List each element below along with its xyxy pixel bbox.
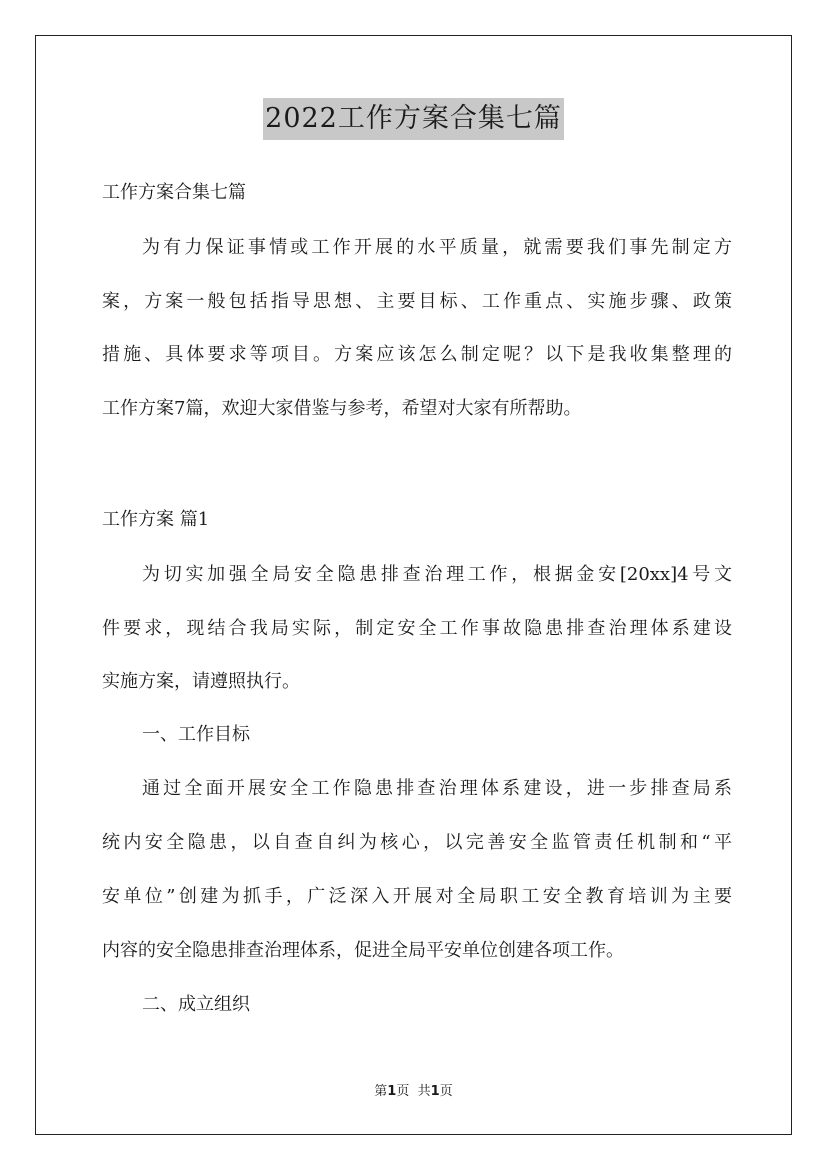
intro-line-4: 工作方案7篇，欢迎大家借鉴与参考，希望对大家有所帮助。 bbox=[102, 398, 582, 419]
heading-work-goals: 一、工作目标 bbox=[142, 724, 250, 745]
footer-total-prefix: 共 bbox=[417, 1084, 431, 1099]
page-footer bbox=[0, 1083, 827, 1101]
footer-total-suffix: 页 bbox=[439, 1084, 453, 1099]
section-para2-line-1: 通过全面开展安全工作隐患排查治理体系建设，进一步排查局系 bbox=[142, 778, 732, 799]
footer-page-number: 1 bbox=[387, 1084, 397, 1099]
section-heading: 工作方案 篇1 bbox=[102, 509, 210, 530]
document-subtitle: 工作方案合集七篇 bbox=[102, 182, 246, 203]
footer-total-number: 1 bbox=[430, 1084, 440, 1099]
intro-line-1: 为有力保证事情或工作开展的水平质量，就需要我们事先制定方 bbox=[142, 237, 732, 258]
intro-line-2: 案，方案一般包括指导思想、主要目标、工作重点、实施步骤、政策 bbox=[102, 291, 732, 312]
section-para2-line-4: 内容的安全隐患排查治理体系，促进全局平安单位创建各项工作。 bbox=[102, 940, 624, 961]
section-para1-line-3: 实施方案，请遵照执行。 bbox=[102, 671, 300, 692]
footer-page-suffix: 页 bbox=[396, 1084, 410, 1099]
section-para1-line-2: 件要求，现结合我局实际，制定安全工作事故隐患排查治理体系建设 bbox=[102, 618, 732, 639]
section-para2-line-3: 安单位”创建为抓手，广泛深入开展对全局职工安全教育培训为主要 bbox=[102, 886, 732, 907]
intro-line-3: 措施、具体要求等项目。方案应该怎么制定呢？以下是我收集整理的 bbox=[102, 344, 732, 365]
heading-establish-organization: 二、成立组织 bbox=[142, 994, 250, 1015]
title-container bbox=[0, 98, 827, 140]
footer-page-prefix: 第 bbox=[374, 1084, 388, 1099]
section-para1-line-1: 为切实加强全局安全隐患排查治理工作，根据金安[20xx]4号文 bbox=[142, 564, 732, 585]
document-title: 2022工作方案合集七篇 bbox=[263, 98, 564, 140]
section-para2-line-2: 统内安全隐患，以自查自纠为核心，以完善安全监管责任机制和“平 bbox=[102, 832, 732, 853]
